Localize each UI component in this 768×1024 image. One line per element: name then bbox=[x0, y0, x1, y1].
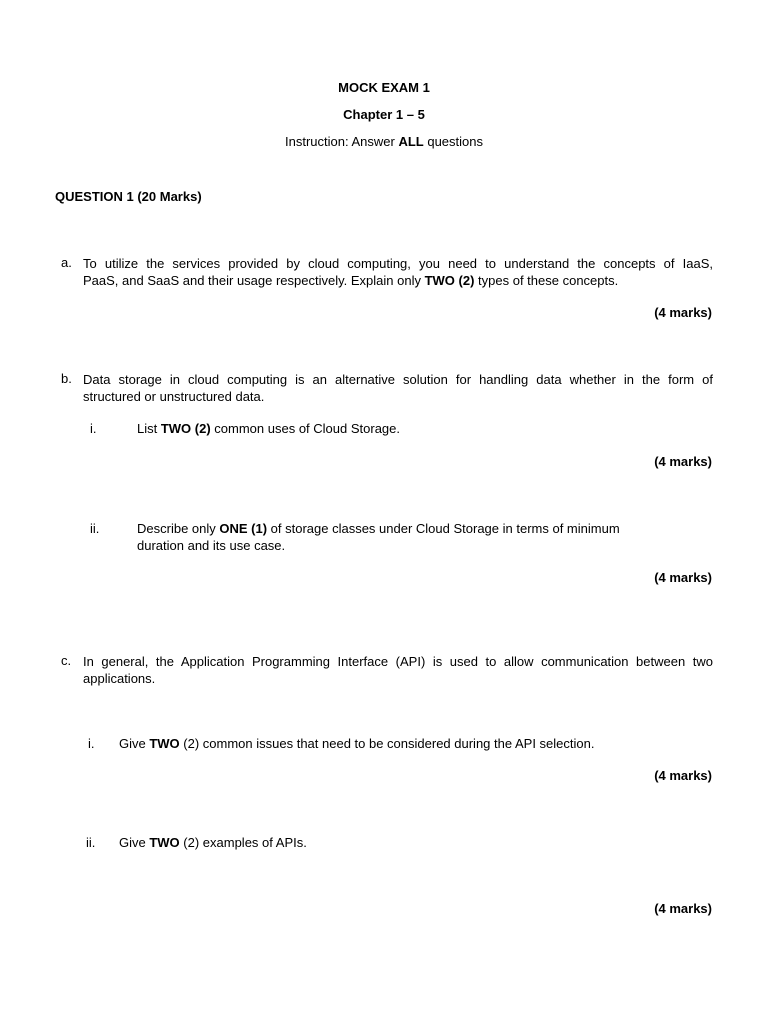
part-c-ii-text bbox=[119, 834, 307, 851]
part-a-line1: To utilize the services provided by cloud computing, you need to understand the concepts of IaaS, bbox=[83, 256, 713, 271]
part-c-i-post: (2) common issues that need to be considered during the API selection. bbox=[179, 736, 595, 751]
part-c-ii-post: (2) examples of APIs. bbox=[179, 835, 307, 850]
instruction-text-pre: Instruction: Answer bbox=[285, 134, 399, 149]
part-c-ii-bold: TWO bbox=[149, 835, 180, 850]
part-a-label: a. bbox=[61, 255, 72, 270]
part-b-ii-post: of storage classes under Cloud Storage in terms of minimum bbox=[267, 521, 620, 536]
part-a-line2-pre: PaaS, and SaaS and their usage respectively. Explain only bbox=[83, 273, 425, 288]
part-a-line2-bold: TWO (2) bbox=[424, 273, 475, 288]
part-c-ii-marks: (4 marks) bbox=[654, 901, 712, 916]
part-c-i-bold: TWO bbox=[149, 736, 180, 751]
part-b-i-marks: (4 marks) bbox=[654, 454, 712, 469]
question-heading: QUESTION 1 (20 Marks) bbox=[55, 189, 202, 204]
chapter-range: Chapter 1 – 5 bbox=[343, 107, 425, 122]
instruction bbox=[0, 134, 768, 149]
part-c-ii-pre: Give bbox=[119, 835, 150, 850]
part-b-line1: Data storage in cloud computing is an alternative solution for handling data whether in the form of bbox=[83, 372, 713, 387]
part-b-ii-text bbox=[137, 520, 620, 554]
part-c-i-label: i. bbox=[88, 736, 95, 751]
part-c-i-pre: Give bbox=[119, 736, 150, 751]
part-c-line1: In general, the Application Programming Interface (API) is used to allow communication between two bbox=[83, 654, 713, 669]
part-b-i-bold: TWO (2) bbox=[160, 421, 211, 436]
part-a-text bbox=[83, 255, 713, 289]
exam-title: MOCK EXAM 1 bbox=[338, 80, 430, 95]
part-b-ii-marks: (4 marks) bbox=[654, 570, 712, 585]
part-b-ii-line2: duration and its use case. bbox=[137, 538, 286, 553]
instruction-text-post: questions bbox=[423, 134, 483, 149]
part-b-i-label: i. bbox=[90, 421, 97, 436]
part-c-ii-label: ii. bbox=[86, 835, 96, 850]
part-c-text bbox=[83, 653, 713, 687]
instruction-text-bold: ALL bbox=[398, 134, 424, 149]
part-a-line2-post: types of these concepts. bbox=[474, 273, 619, 288]
part-b-label: b. bbox=[61, 371, 72, 386]
part-b-ii-label: ii. bbox=[90, 521, 100, 536]
part-b-i-text bbox=[137, 420, 400, 437]
part-b-ii-pre: Describe only bbox=[137, 521, 220, 536]
part-a-marks: (4 marks) bbox=[654, 305, 712, 320]
part-a-line2 bbox=[83, 272, 713, 289]
part-b-i-post: common uses of Cloud Storage. bbox=[210, 421, 400, 436]
part-b-text bbox=[83, 371, 713, 405]
part-c-label: c. bbox=[61, 653, 72, 668]
part-c-line2: applications. bbox=[83, 671, 156, 686]
part-b-line2: structured or unstructured data. bbox=[83, 389, 265, 404]
part-c-i-marks: (4 marks) bbox=[654, 768, 712, 783]
part-b-ii-bold: ONE (1) bbox=[219, 521, 268, 536]
part-c-i-text bbox=[119, 735, 594, 752]
part-b-i-pre: List bbox=[137, 421, 161, 436]
